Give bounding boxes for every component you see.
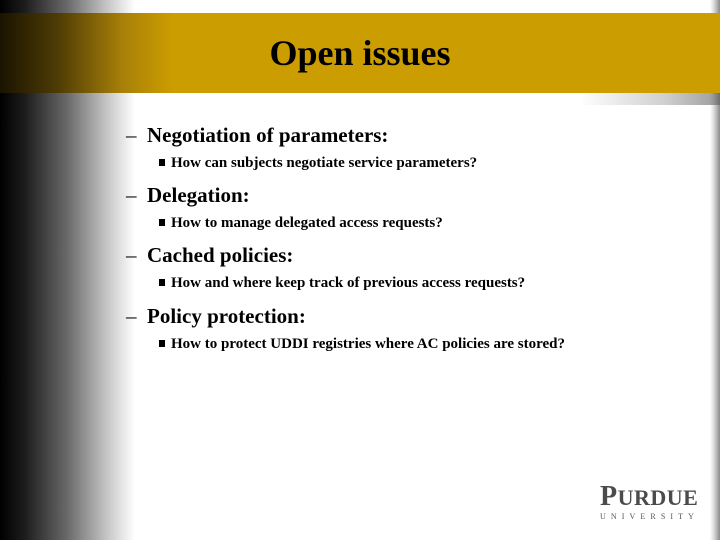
logo-subtitle: UNIVERSITY bbox=[600, 512, 699, 521]
bullet-level2 bbox=[126, 153, 477, 173]
square-bullet-icon bbox=[159, 159, 165, 166]
bullet-sub-text: How and where keep track of previous access requests? bbox=[171, 275, 526, 291]
bullet-level1 bbox=[126, 181, 443, 209]
square-bullet-icon bbox=[159, 279, 165, 286]
bullet-heading: Cached policies: bbox=[147, 243, 294, 267]
slide-title: Open issues bbox=[269, 33, 451, 73]
bullet-heading: Delegation: bbox=[147, 183, 250, 207]
bullet-sub-text: How to protect UDDI registries where AC policies are stored? bbox=[171, 336, 565, 352]
dash-marker: – bbox=[126, 304, 137, 328]
bullet-level1 bbox=[126, 241, 525, 269]
bullet-sub-text: How can subjects negotiate service parameters? bbox=[171, 155, 478, 171]
bullet-level1 bbox=[126, 121, 477, 149]
bullet-group bbox=[126, 302, 565, 354]
square-bullet-icon bbox=[159, 340, 165, 347]
purdue-logo bbox=[600, 481, 702, 525]
dash-marker: – bbox=[126, 123, 137, 147]
bullet-group bbox=[126, 241, 525, 293]
dash-marker: – bbox=[126, 183, 137, 207]
dash-marker: – bbox=[126, 243, 137, 267]
bullet-level2 bbox=[126, 213, 443, 233]
square-bullet-icon bbox=[159, 219, 165, 226]
bullet-level1 bbox=[126, 302, 565, 330]
bullet-heading: Policy protection: bbox=[147, 304, 306, 328]
bullet-sub-text: How to manage delegated access requests? bbox=[171, 215, 443, 231]
bullet-level2 bbox=[126, 273, 525, 293]
logo-rest: URDUE bbox=[617, 485, 699, 510]
logo-wordmark bbox=[600, 481, 702, 512]
bullet-heading: Negotiation of parameters: bbox=[147, 123, 389, 147]
logo-initial: P bbox=[600, 481, 618, 512]
bullet-group bbox=[126, 121, 477, 173]
title-shadow-decoration bbox=[580, 93, 720, 105]
bullet-group bbox=[126, 181, 443, 233]
bullet-level2 bbox=[126, 334, 565, 354]
